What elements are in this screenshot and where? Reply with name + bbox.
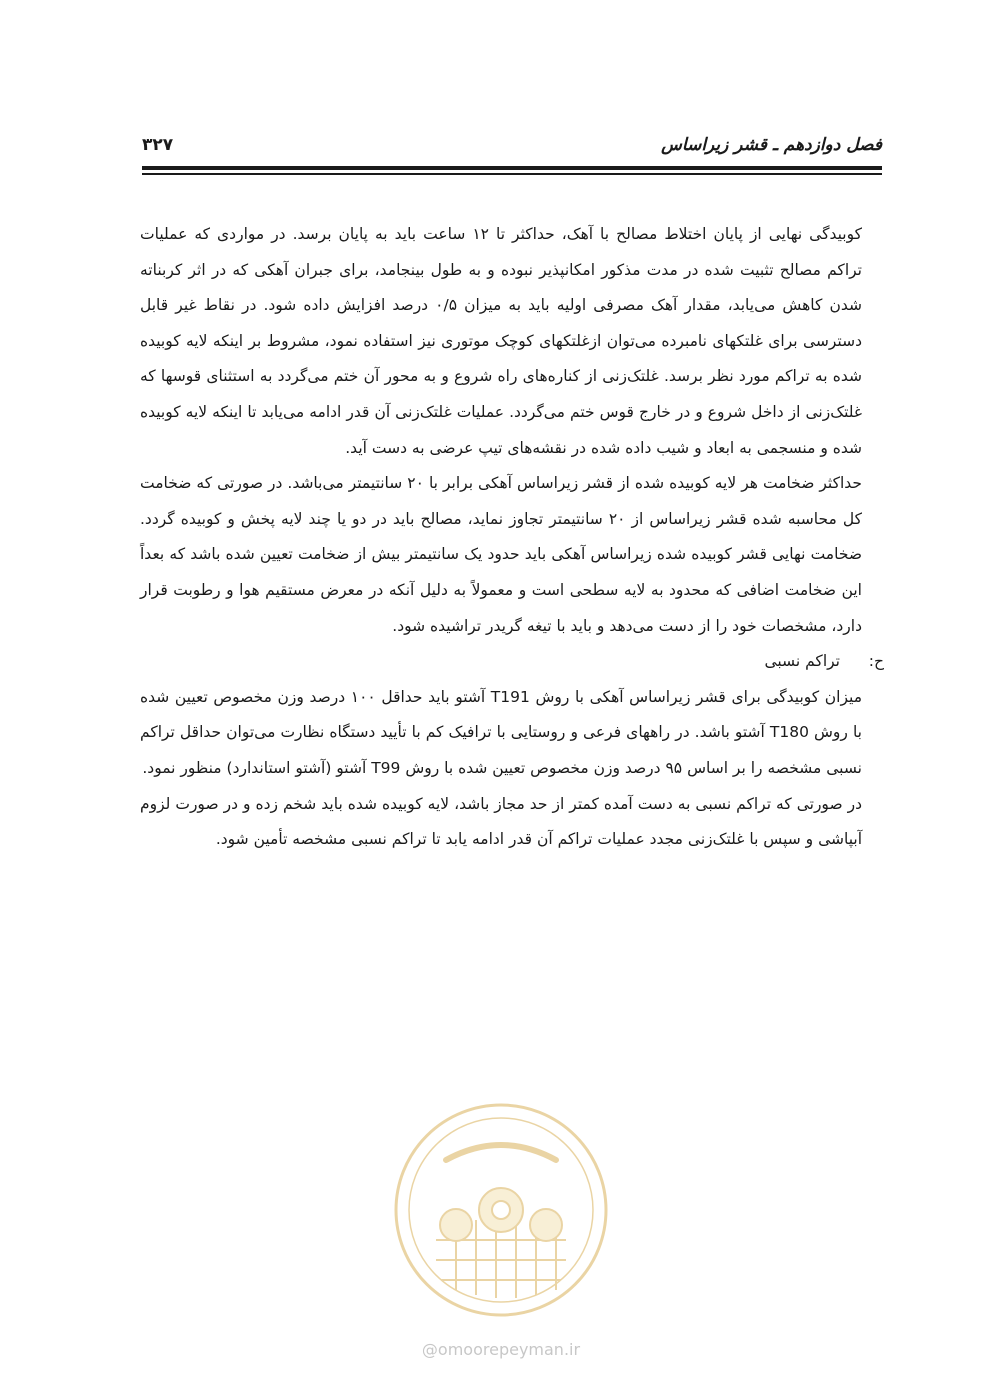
paragraph-layer-thickness: حداکثر ضخامت هر لایه کوبیده شده از قشر زیراساس آهکی برابر با ۲۰ سانتیمتر می‌باشد. در صورتی که ضخامت کل محاسبه شده قشر زیراساس از ۲۰ سانتیمتر تجاوز نماید، مصالح باید در دو یا چند لایه پخش و کوبیده گردد. ضخامت نهایی قشر کوبیده شده زیراساس آهکی باید حدود یک سانتیمتر بیش از ضخامت تعیین شده باشد که بعداً این ضخامت اضافی که محدود به لایه سطحی است و معمولاً به دلیل آنکه در معرض مستقیم هوا و رطوبت قرار دارد، مشخصات خود را از دست می‌دهد و باید با تیغه گریدر تراشیده شود. [140,474,862,635]
paragraph-recompaction: در صورتی که تراکم نسبی به دست آمده کمتر از حد مجاز باشد، لایه کوبیده شده باید شخم زده و در صورت لزوم آبپاشی و سپس با غلتک‌زنی مجدد عملیات تراکم آن قدر ادامه یابد تا تراکم نسبی مشخصه تأمین شود. [140,794,862,849]
section-heading [140,644,884,680]
watermark-url: @omoorepeyman.ir [421,1340,581,1359]
watermark [386,1090,616,1380]
page-number: ۳۲۷ [142,135,174,155]
paragraph-compaction-time: کوبیدگی نهایی از پایان اختلاط مصالح با آهک، حداکثر تا ۱۲ ساعت باید به پایان برسد. در مواردی که عملیات تراکم مصالح تثبیت شده در مدت مذکور امکانپذیر نبوده و به طول بینجامد، برای جبران آهکی که در اثر کربناته شدن کاهش می‌یابد، مقدار آهک مصرفی اولیه باید به میزان ۰/۵ درصد افزایش داده شود. در نقاط غیر قابل دسترسی برای غلتکهای نامبرده می‌توان ازغلتکهای کوچک موتوری نیز استفاده نمود، مشروط بر اینکه لایه کوبیده شده به تراکم مورد نظر برسد. غلتک‌زنی از کناره‌های راه شروع و به محور آن ختم می‌گردد به استثنای قوسها که غلتک‌زنی از داخل شروع و در خارج قوس ختم می‌گردد. عملیات غلتک‌زنی آن قدر ادامه می‌یابد تا اینکه لایه کوبیده شده و منسجمی به ابعاد و شیب داده شده در نقشه‌های تیپ عرضی به دست آید. [140,225,862,457]
header-rule-thin [142,173,882,175]
chapter-title: فصل دوازدهم ـ قشر زیراساس [661,135,882,155]
body-text [140,217,884,858]
paragraph-relative-compaction: میزان کوبیدگی برای قشر زیراساس آهکی با روش T191 آشتو باید حداقل ۱۰۰ درصد وزن مخصوص تعیین شده با روش T180 آشتو باشد. در راههای فرعی و روستایی با ترافیک کم با تأیید دستگاه نظارت می‌توان حداقل تراکم نسبی مشخصه را بر اساس ۹۵ درصد وزن مخصوص تعیین شده با روش T99 آشتو (آشتو استاندارد) منظور نمود. [140,687,862,777]
section-letter: ح: [868,652,884,671]
page-header [142,130,882,160]
section-title: تراکم نسبی [764,652,840,671]
watermark-seal-icon [386,1090,616,1330]
header-rule-thick [142,166,882,170]
